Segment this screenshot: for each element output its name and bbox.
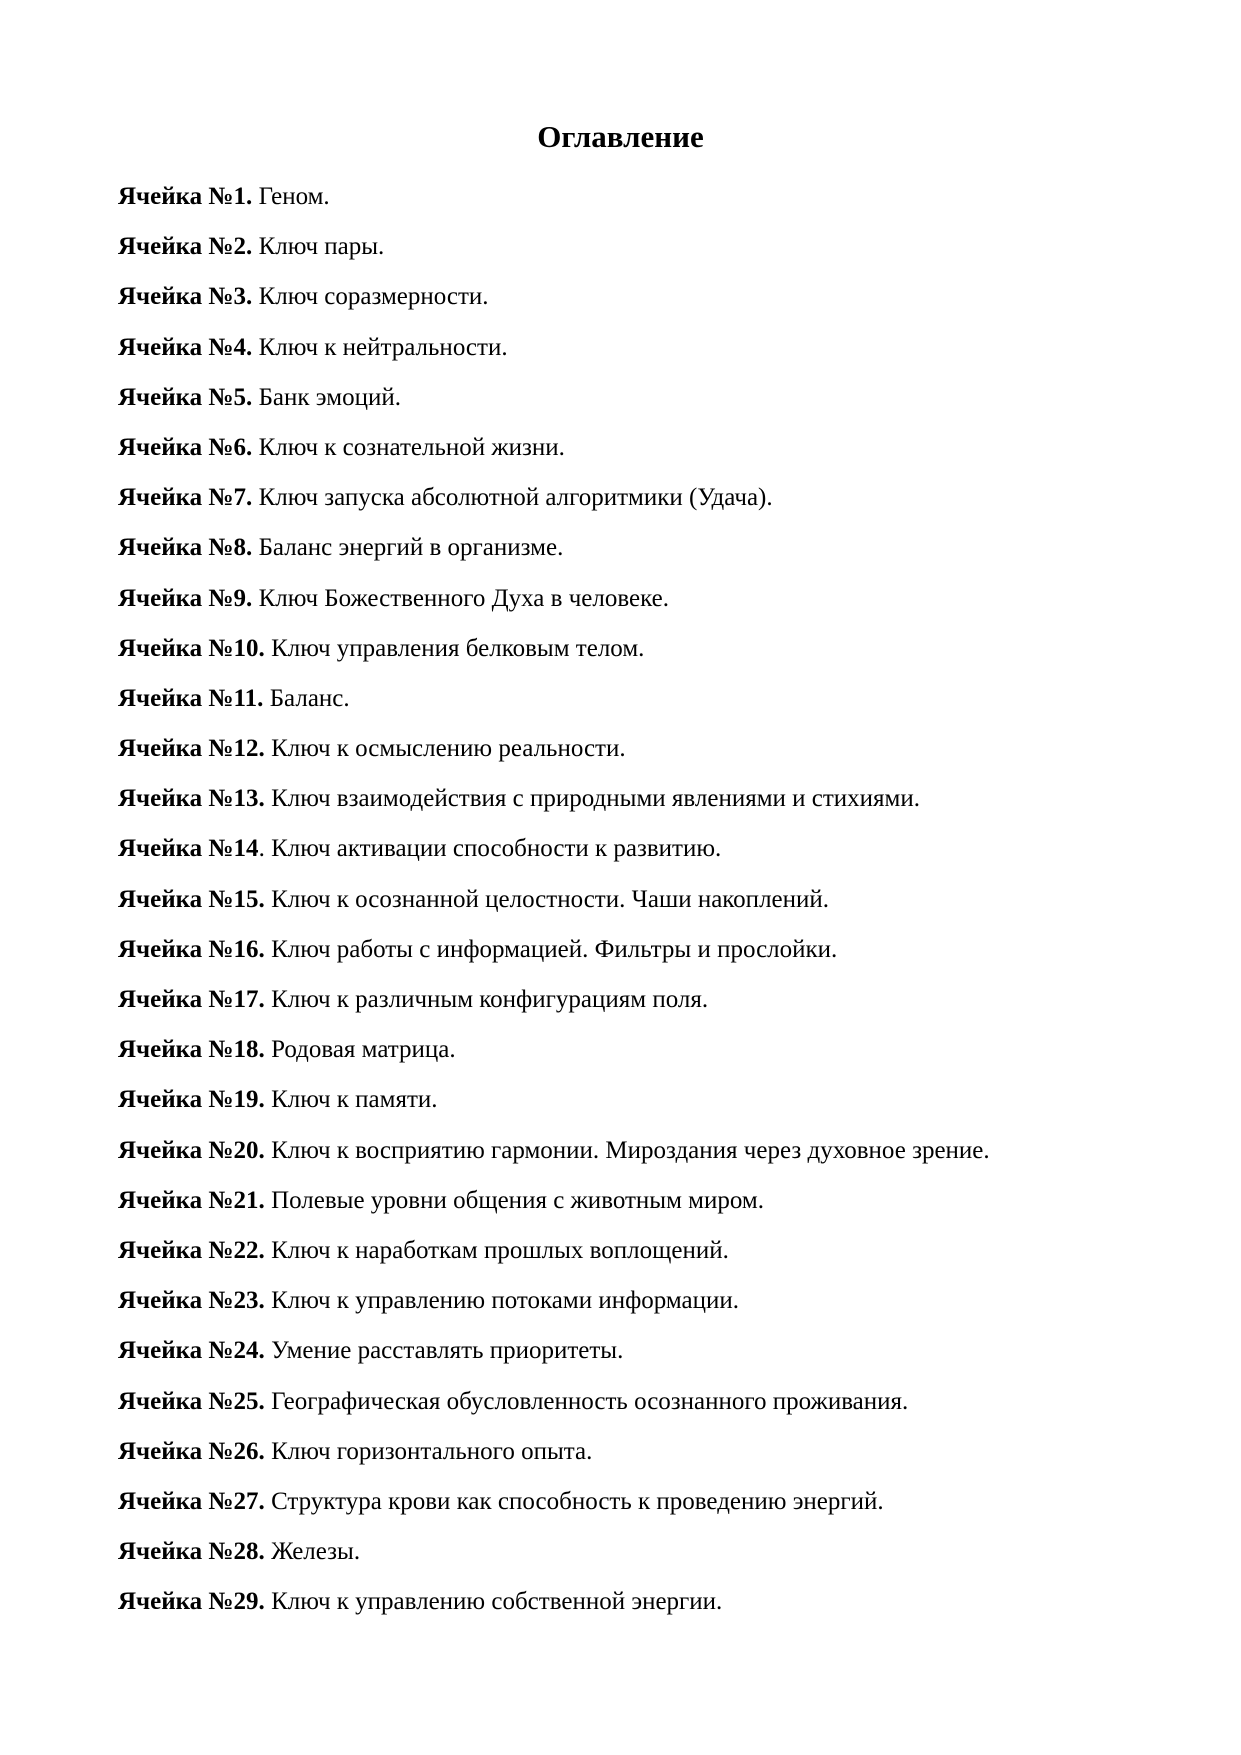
toc-entry-title: Баланс. xyxy=(263,684,350,712)
toc-entry xyxy=(118,574,1138,624)
toc-entry xyxy=(118,1377,1138,1427)
toc-entry xyxy=(118,222,1138,272)
toc-entry-label: Ячейка №16. xyxy=(118,935,265,963)
toc-entry-title: Умение расставлять приоритеты. xyxy=(264,1337,624,1365)
toc-entry xyxy=(118,875,1138,925)
toc-entry-title: Ключ к восприятию гармонии. Мироздания через духовное зрение. xyxy=(264,1136,990,1164)
toc-entry xyxy=(118,1126,1138,1176)
toc-entry-label: Ячейка №24. xyxy=(118,1337,265,1365)
toc-entry-label: Ячейка №8. xyxy=(118,534,253,562)
toc-entry-title: Ключ к сознательной жизни. xyxy=(252,433,565,461)
toc-entry-title: Ключ к осознанной целостности. Чаши накоплений. xyxy=(264,885,830,913)
page-title: Оглавление xyxy=(537,119,704,154)
toc-entry xyxy=(118,1427,1138,1477)
toc-entry-title: Ключ работы с информацией. Фильтры и прослойки. xyxy=(264,935,838,963)
toc-entry-title: Ключ к управлению потоками информации. xyxy=(264,1287,740,1315)
toc-entry-title: Геном. xyxy=(252,183,330,210)
toc-entry-label: Ячейка №2. xyxy=(118,233,253,261)
toc-entry-title: Ключ Божественного Духа в человеке. xyxy=(252,584,669,612)
toc-entry-title: Родовая матрица. xyxy=(264,1036,456,1064)
toc-entry xyxy=(118,1075,1138,1125)
toc-entry xyxy=(118,1025,1138,1075)
toc-entry xyxy=(118,624,1138,674)
toc-entry xyxy=(118,1176,1138,1226)
toc-entry-label: Ячейка №29. xyxy=(118,1588,265,1616)
toc-entry-title: Ключ управления белковым телом. xyxy=(264,634,645,662)
toc-entry-title: Географическая обусловленность осознанного проживания. xyxy=(264,1387,909,1415)
toc-entry-title: Ключ к нейтральности. xyxy=(252,333,508,361)
toc-entry xyxy=(118,1577,1138,1627)
toc-entry-label: Ячейка №25. xyxy=(118,1387,265,1415)
toc-entry-title: . Ключ активации способности к развитию. xyxy=(258,835,722,863)
toc-entry xyxy=(118,724,1138,774)
toc-entry-label: Ячейка №4. xyxy=(118,333,253,361)
toc-entry xyxy=(118,1527,1138,1577)
toc-entry xyxy=(118,1326,1138,1376)
table-of-contents xyxy=(118,172,1138,1627)
toc-entry-label: Ячейка №18. xyxy=(118,1036,265,1064)
toc-entry xyxy=(118,172,1138,222)
toc-entry xyxy=(118,473,1138,523)
toc-entry xyxy=(118,925,1138,975)
toc-entry xyxy=(118,272,1138,322)
toc-entry-title: Ключ к управлению собственной энергии. xyxy=(264,1588,723,1616)
toc-entry xyxy=(118,373,1138,423)
toc-entry-title: Структура крови как способность к проведению энергий. xyxy=(264,1487,884,1515)
toc-entry-label: Ячейка №1. xyxy=(118,183,253,210)
toc-entry-label: Ячейка №11. xyxy=(118,684,264,712)
toc-entry-title: Банк эмоций. xyxy=(252,383,402,411)
toc-entry-title: Полевые уровни общения с животным миром. xyxy=(264,1186,764,1214)
toc-entry-label: Ячейка №17. xyxy=(118,986,265,1013)
toc-entry-title: Ключ взаимодействия с природными явлениями и стихиями. xyxy=(264,785,921,813)
toc-entry-label: Ячейка №19. xyxy=(118,1086,265,1114)
toc-entry-label: Ячейка №12. xyxy=(118,735,265,763)
toc-entry-label: Ячейка №10. xyxy=(118,634,265,662)
toc-entry-label: Ячейка №28. xyxy=(118,1538,265,1566)
toc-entry xyxy=(118,774,1138,824)
toc-entry-label: Ячейка №9. xyxy=(118,584,253,612)
toc-entry-title: Ключ к различным конфигурациям поля. xyxy=(264,986,709,1013)
toc-entry-title: Ключ к памяти. xyxy=(264,1086,438,1114)
toc-entry-title: Железы. xyxy=(264,1538,361,1566)
toc-entry-label: Ячейка №27. xyxy=(118,1487,265,1515)
toc-entry xyxy=(118,1226,1138,1276)
toc-entry-label: Ячейка №3. xyxy=(118,283,253,311)
toc-entry xyxy=(118,323,1138,373)
toc-entry xyxy=(118,824,1138,874)
toc-entry-label: Ячейка №21. xyxy=(118,1186,265,1214)
toc-entry-label: Ячейка №5. xyxy=(118,383,253,411)
toc-entry-title: Ключ пары. xyxy=(252,233,385,261)
toc-entry-title: Ключ горизонтального опыта. xyxy=(264,1437,593,1465)
toc-entry-title: Ключ к осмыслению реальности. xyxy=(264,735,626,763)
toc-entry-title: Ключ к наработкам прошлых воплощений. xyxy=(264,1236,729,1264)
toc-entry-label: Ячейка №23. xyxy=(118,1287,265,1315)
toc-entry-title: Ключ запуска абсолютной алгоритмики (Удача). xyxy=(252,484,773,512)
toc-entry-title: Ключ соразмерности. xyxy=(252,283,489,311)
toc-entry xyxy=(118,1276,1138,1326)
toc-entry-label: Ячейка №15. xyxy=(118,885,265,913)
toc-entry-label: Ячейка №14 xyxy=(118,835,259,863)
toc-entry-label: Ячейка №22. xyxy=(118,1236,265,1264)
toc-entry-label: Ячейка №6. xyxy=(118,433,253,461)
toc-entry-title: Баланс энергий в организме. xyxy=(252,534,564,562)
toc-entry xyxy=(118,1477,1138,1527)
toc-entry xyxy=(118,423,1138,473)
toc-entry xyxy=(118,975,1138,1025)
toc-entry-label: Ячейка №13. xyxy=(118,785,265,813)
toc-entry-label: Ячейка №20. xyxy=(118,1136,265,1164)
toc-entry xyxy=(118,523,1138,573)
toc-entry-label: Ячейка №7. xyxy=(118,484,253,512)
toc-entry-label: Ячейка №26. xyxy=(118,1437,265,1465)
toc-entry xyxy=(118,674,1138,724)
